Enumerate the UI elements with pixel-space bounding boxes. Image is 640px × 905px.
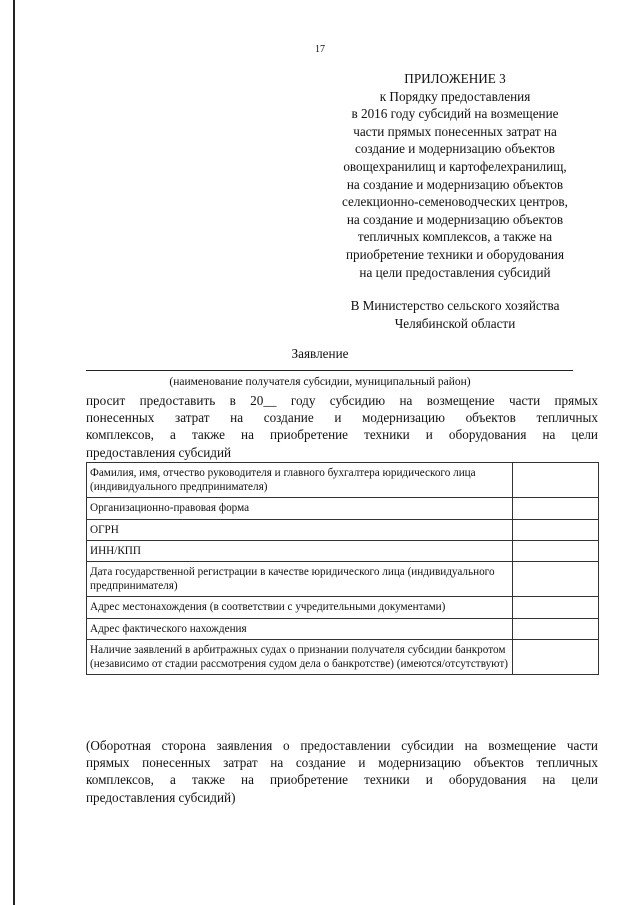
row-label: Дата государственной регистрации в качестве юридического лица (индивидуального предпринимателя) bbox=[87, 562, 513, 597]
recipient-fill-line bbox=[86, 370, 573, 371]
row-label: ИНН/КПП bbox=[87, 540, 513, 561]
row-label: Организационно-правовая форма bbox=[87, 498, 513, 519]
addressee-line: Челябинской области bbox=[394, 315, 516, 331]
annex-line: приобретение техники и оборудования bbox=[345, 246, 565, 262]
row-value-cell[interactable] bbox=[513, 519, 599, 540]
table-row bbox=[87, 597, 599, 618]
annex-header bbox=[300, 70, 610, 281]
row-label: Адрес местонахождения (в соответствии с учредительными документами) bbox=[87, 597, 513, 618]
row-label: ОГРН bbox=[87, 519, 513, 540]
row-value-cell[interactable] bbox=[513, 597, 599, 618]
row-value-cell[interactable] bbox=[513, 562, 599, 597]
annex-line: в 2016 году субсидий на возмещение bbox=[351, 106, 559, 122]
annex-line: овощехранилищ и картофелехранилищ, bbox=[343, 158, 567, 174]
table-row bbox=[87, 562, 599, 597]
row-value-cell[interactable] bbox=[513, 540, 599, 561]
row-value-cell[interactable] bbox=[513, 639, 599, 674]
addressee bbox=[300, 297, 610, 332]
recipient-caption: (наименование получателя субсидии, муниципальный район) bbox=[169, 376, 471, 388]
request-line: понесенных затрат на создание и модернизацию объектов тепличных bbox=[86, 410, 598, 426]
back-side-note bbox=[86, 737, 598, 806]
table-row bbox=[87, 540, 599, 561]
annex-line: части прямых понесенных затрат на bbox=[353, 123, 557, 139]
applicant-info-table bbox=[86, 462, 599, 675]
annex-line: к Порядку предоставления bbox=[379, 88, 531, 104]
annex-line: селекционно-семеноводческих центров, bbox=[342, 194, 568, 210]
row-value-cell[interactable] bbox=[513, 463, 599, 498]
page-number: 17 bbox=[315, 44, 325, 55]
back-side-line: прямых понесенных затрат на создание и модернизацию объектов тепличных bbox=[86, 755, 598, 771]
annex-title: ПРИЛОЖЕНИЕ 3 bbox=[404, 71, 506, 86]
annex-line: на создание и модернизацию объектов bbox=[346, 176, 564, 192]
back-side-line: предоставления субсидий) bbox=[86, 789, 236, 805]
request-paragraph bbox=[86, 392, 598, 461]
addressee-line: В Министерство сельского хозяйства bbox=[350, 298, 560, 313]
back-side-line: комплексов, а также на приобретение техники и оборудования на цели bbox=[86, 772, 598, 788]
annex-line: на создание и модернизацию объектов bbox=[346, 211, 564, 227]
table-row bbox=[87, 618, 599, 639]
table-row bbox=[87, 519, 599, 540]
request-line: предоставления субсидий bbox=[86, 444, 232, 460]
request-line: комплексов, а также на приобретение техники и оборудования на цели bbox=[86, 427, 598, 443]
row-label: Адрес фактического нахождения bbox=[87, 618, 513, 639]
annex-lines bbox=[300, 88, 610, 282]
row-value-cell[interactable] bbox=[513, 618, 599, 639]
back-side-line: (Оборотная сторона заявления о предоставлении субсидии на возмещение части bbox=[86, 738, 598, 753]
annex-line: тепличных комплексов, а также на bbox=[357, 229, 553, 245]
request-line: просит предоставить в 20__ году субсидию на возмещение части прямых bbox=[86, 393, 598, 408]
table-row bbox=[87, 463, 599, 498]
scan-edge-line bbox=[13, 0, 15, 905]
annex-line: создание и модернизацию объектов bbox=[354, 141, 556, 157]
document-title: Заявление bbox=[291, 346, 349, 361]
row-label: Фамилия, имя, отчество руководителя и главного бухгалтера юридического лица (индивидуального предпринимателя) bbox=[87, 463, 513, 498]
row-label: Наличие заявлений в арбитражных судах о признании получателя субсидии банкротом (независимо от стадии рассмотрения судом дела о банкротстве) (имеются/отсутствуют) bbox=[87, 639, 513, 674]
row-value-cell[interactable] bbox=[513, 498, 599, 519]
table-row bbox=[87, 498, 599, 519]
annex-line: на цели предоставления субсидий bbox=[359, 264, 551, 280]
table-row bbox=[87, 639, 599, 674]
